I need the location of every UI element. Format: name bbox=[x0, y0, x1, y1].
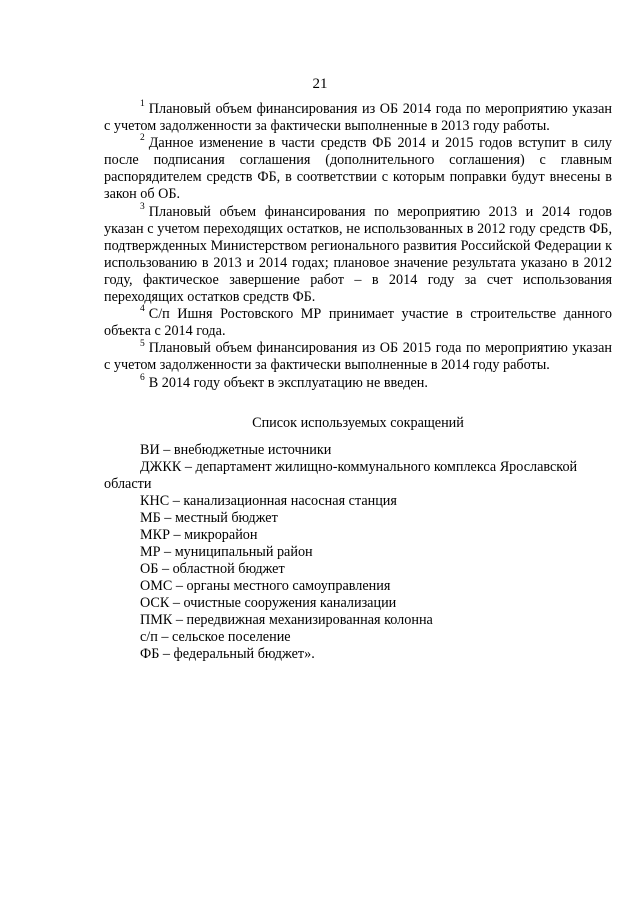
abbreviation-item: ОБ – областной бюджет bbox=[140, 561, 285, 577]
abbreviation-item: ВИ – внебюджетные источники bbox=[140, 442, 332, 458]
abbreviations-list bbox=[104, 442, 612, 663]
page-number: 21 bbox=[312, 76, 328, 92]
footnote-4 bbox=[104, 306, 612, 340]
footnote-text: С/п Ишня Ростовского МР принимает участие в строительстве данного объекта с 2014 года. bbox=[104, 306, 612, 340]
abbreviation-item: ДЖКК – департамент жилищно-коммунального комплекса Ярославской области bbox=[104, 459, 578, 492]
footnote-6 bbox=[104, 372, 612, 392]
abbreviation-item: ФБ – федеральный бюджет». bbox=[140, 646, 315, 662]
footnote-text: Плановый объем финансирования из ОБ 2015 года по мероприятию указан с учетом задолженности за фактически выполненные в 2014 году работы. bbox=[104, 340, 612, 374]
footnote-mark: 5 bbox=[140, 338, 145, 349]
abbreviation-item: ПМК – передвижная механизированная колонна bbox=[140, 612, 433, 628]
footnote-text: Плановый объем финансирования из ОБ 2014 года по мероприятию указан с учетом задолженности за фактически выполненные в 2013 году работы. bbox=[104, 101, 612, 135]
abbreviation-item: КНС – канализационная насосная станция bbox=[140, 493, 397, 509]
footnote-mark: 6 bbox=[140, 372, 145, 383]
abbreviation-item: МР – муниципальный район bbox=[140, 544, 313, 560]
footnote-text: Плановый объем финансирования по мероприятию 2013 и 2014 годов указан с учетом переходящих остатков, не использованных в 2012 году средств ФБ, подтвержденных Министерством регионального развития Российской Федерации к использованию в 2013 и 2014 годах; плановое значение результата указано в 2012 году, фактическое завершение работ – в 2014 году за счет использования переходящих остатков средств ФБ. bbox=[104, 203, 612, 306]
footnote-2 bbox=[104, 135, 612, 203]
abbreviation-item: с/п – сельское поселение bbox=[140, 629, 291, 645]
abbreviation-item: ОМС – органы местного самоуправления bbox=[140, 578, 391, 594]
abbreviation-item: ОСК – очистные сооружения канализации bbox=[140, 595, 397, 611]
abbreviations-title: Список используемых сокращений bbox=[252, 415, 464, 431]
footnote-mark: 2 bbox=[140, 133, 145, 144]
footnote-5 bbox=[104, 340, 612, 374]
footnote-mark: 4 bbox=[140, 304, 145, 315]
footnote-text: В 2014 году объект в эксплуатацию не введен. bbox=[148, 374, 428, 391]
abbreviation-item: МКР – микрорайон bbox=[140, 527, 258, 543]
footnote-3 bbox=[104, 201, 612, 307]
footnotes-block bbox=[104, 101, 612, 392]
footnote-mark: 1 bbox=[140, 99, 145, 110]
footnote-mark: 3 bbox=[140, 201, 145, 212]
footnote-text: Данное изменение в части средств ФБ 2014 и 2015 годов вступит в силу после подписания соглашения (дополнительного соглашения) с главным распорядителем средств ФБ, в соответствии с которым поправки будут внесены в закон об ОБ. bbox=[104, 135, 612, 203]
abbreviation-item: МБ – местный бюджет bbox=[140, 510, 278, 526]
footnote-1 bbox=[104, 101, 612, 135]
